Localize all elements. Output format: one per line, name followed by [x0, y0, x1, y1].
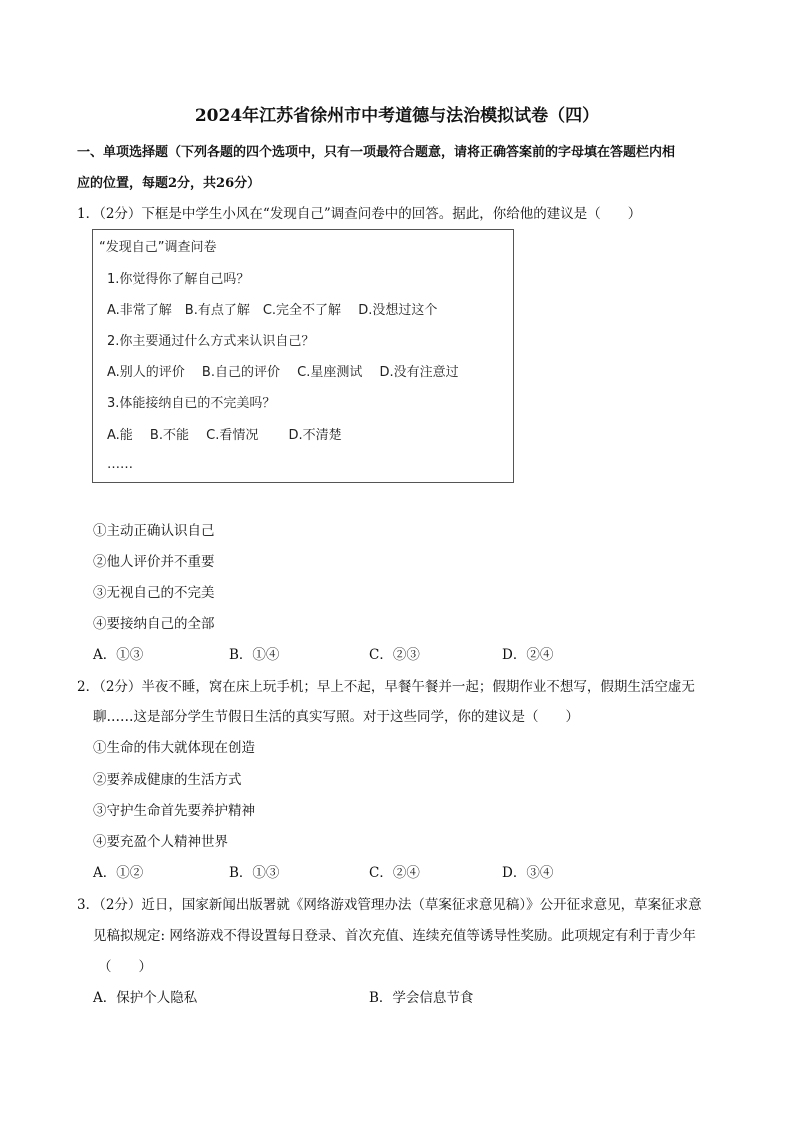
q1-statement: ①主动正确认识自己 — [93, 523, 215, 539]
question-2-stem: 2．（2分）半夜不睡，窝在床上玩手机；早上不起，早餐午餐并一起；假期作业不想写，假期生活空虚无 — [77, 679, 695, 695]
q1-statement: ③无视自己的不完美 — [93, 585, 215, 601]
survey-title: “发现自己”调查问卷 — [99, 240, 217, 255]
survey-line: 1.你觉得你了解自己吗？ — [107, 272, 250, 287]
q3-option-a: A．保护个人隐私 — [93, 990, 198, 1006]
question-1-stem: 1．（2分）下框是中学生小风在“发现自己”调查问卷中的回答。据此，你给他的建议是（ ） — [77, 206, 642, 222]
q2-option-c: C．②④ — [369, 865, 420, 881]
q1-option-b: B．①④ — [229, 647, 280, 663]
q2-statement: ①生命的伟大就体现在创造 — [93, 740, 255, 756]
question-3-stem-paren: （ ） — [98, 959, 152, 975]
question-3-stem-cont: 见稿拟规定: 网络游戏不得设置每日登录、首次充值、连续充值等诱导性奖励。此项规定有利于青少年 — [93, 928, 696, 944]
survey-line: A.非常了解 B.有点了解 C.完全不了解 D.没想过这个 — [107, 303, 438, 318]
survey-box — [92, 229, 514, 483]
q1-option-c: C．②③ — [369, 647, 420, 663]
survey-line: 3.体能接纳自已的不完美吗？ — [107, 396, 276, 411]
q1-statement: ②他人评价并不重要 — [93, 554, 215, 570]
q2-statement: ②要养成健康的生活方式 — [93, 772, 242, 788]
survey-line: 2.你主要通过什么方式来认识自己？ — [107, 334, 315, 349]
survey-line: A.能 B.不能 C.看情况 D.不清楚 — [107, 428, 342, 443]
page-title: 2024年江苏省徐州市中考道德与法治模拟试卷（四） — [194, 106, 600, 126]
q1-statement: ④要接纳自己的全部 — [93, 616, 215, 632]
q2-option-b: B．①③ — [229, 865, 280, 881]
section-heading: 一、单项选择题（下列各题的四个选项中，只有一项最符合题意，请将正确答案前的字母填在答题栏内相 — [77, 145, 676, 160]
q2-statement: ④要充盈个人精神世界 — [93, 834, 228, 850]
q2-option-d: D．③④ — [502, 865, 554, 881]
q1-option-d: D．②④ — [502, 647, 554, 663]
survey-line: A.别人的评价 B.自己的评价 C.星座测试 D.没有注意过 — [107, 365, 459, 380]
q2-statement: ③守护生命首先要养护精神 — [93, 803, 255, 819]
section-heading-cont: 应的位置，每题2分，共26分） — [77, 176, 261, 191]
q2-option-a: A．①② — [93, 865, 144, 881]
question-2-stem-cont: 聊……这是部分学生节假日生活的真实写照。对于这些同学，你的建议是（ ） — [93, 709, 579, 725]
question-3-stem: 3．（2分）近日，国家新闻出版署就《网络游戏管理办法（草案征求意见稿）》公开征求意见，草案征求意 — [77, 897, 702, 913]
q1-option-a: A．①③ — [93, 647, 144, 663]
q3-option-b: B．学会信息节食 — [369, 990, 474, 1006]
survey-line: …… — [107, 457, 133, 472]
